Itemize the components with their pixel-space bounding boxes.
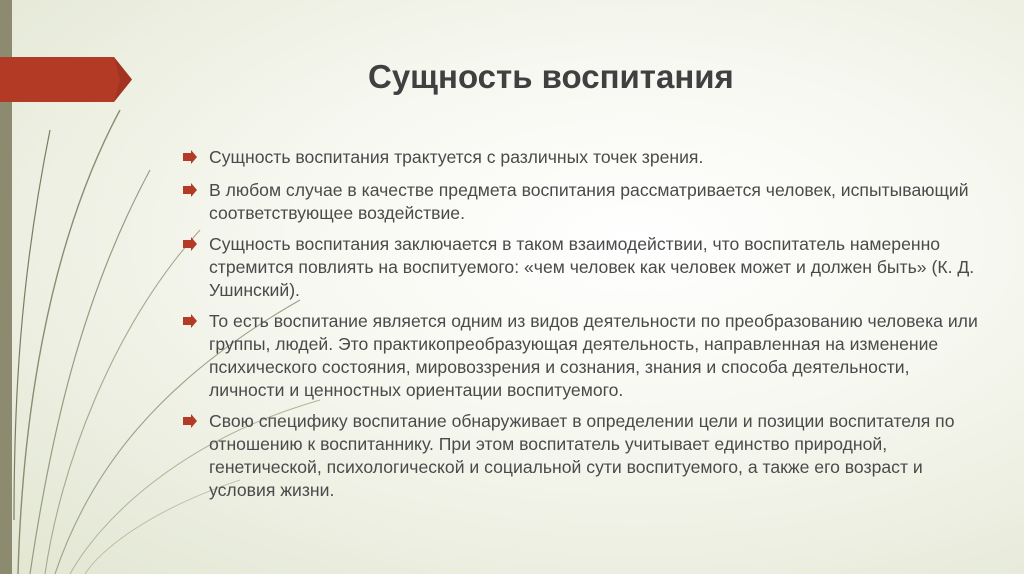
bullet-list <box>183 146 983 510</box>
arrow-right-icon <box>183 150 197 164</box>
arrow-right-icon <box>183 237 197 251</box>
bullet-text: Сущность воспитания трактуется с различных точек зрения. <box>209 147 704 167</box>
bullet-item <box>183 233 983 302</box>
bullet-item <box>183 179 983 225</box>
bullet-item <box>183 146 983 169</box>
bullet-text: То есть воспитание является одним из видов деятельности по преобразованию человека или группы, людей. Это практикопреобразующая деятельность, направленная на изменение психического состояния, мировоззрения и сознания, знания и способа деятельности, личности и ценностных ориентации воспитуемого. <box>209 311 978 400</box>
bullet-item <box>183 310 983 402</box>
accent-banner-arrow <box>0 57 132 102</box>
arrow-right-icon <box>183 414 197 428</box>
arrow-right-icon <box>183 314 197 328</box>
bullet-text: Свою специфику воспитание обнаруживает в определении цели и позиции воспитателя по отношению к воспитаннику. При этом воспитатель учитывает единство природной, генетической, психологической и социальной сути воспитуемого, а также его возраст и условия жизни. <box>209 411 955 500</box>
arrow-right-icon <box>183 183 197 197</box>
bullet-item <box>183 410 983 502</box>
bullet-text: Сущность воспитания заключается в таком взаимодействии, что воспитатель намеренно стремится повлиять на воспитуемого: «чем человек как человек может и должен быть» (К. Д. Ушинский). <box>209 234 975 300</box>
slide-title: Сущность воспитания <box>368 58 734 95</box>
bullet-text: В любом случае в качестве предмета воспитания рассматривается человек, испытывающий соответствующее воздействие. <box>209 180 969 223</box>
